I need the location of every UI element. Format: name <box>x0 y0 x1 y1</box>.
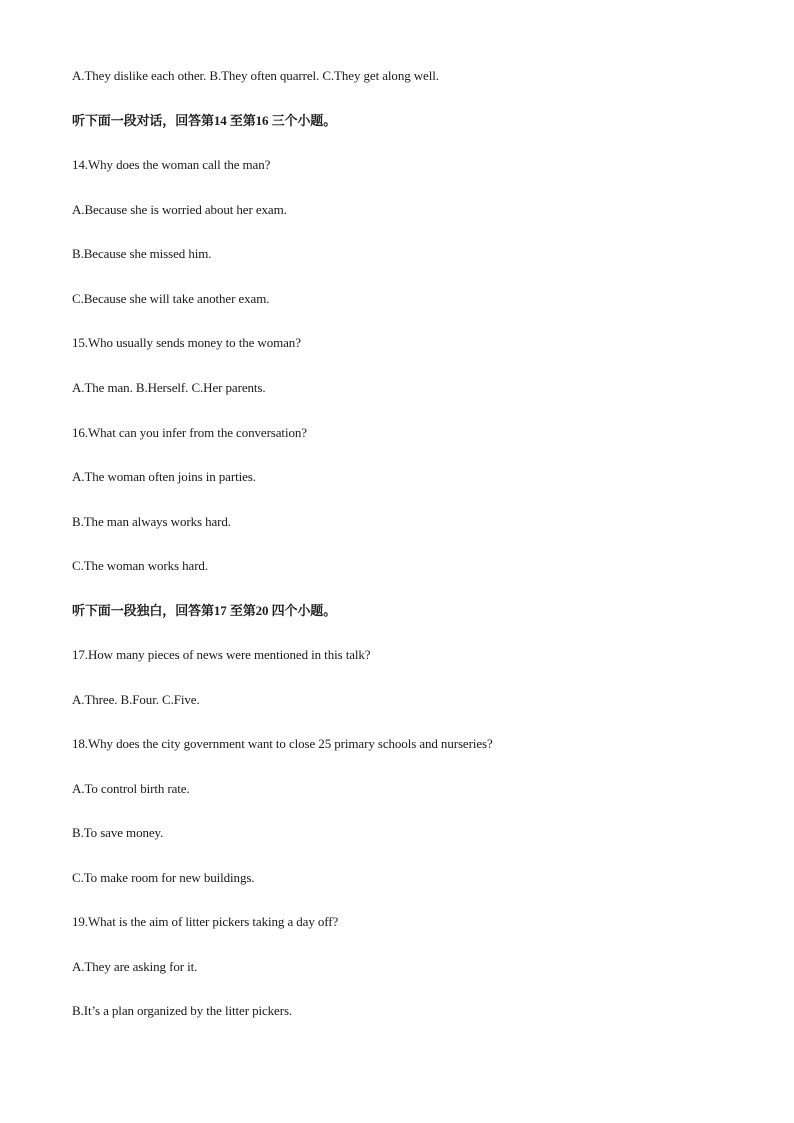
option-line: B.To save money. <box>72 825 164 840</box>
question-line: 17.How many pieces of news were mentioned in this talk? <box>72 647 371 662</box>
option-line: A.Three. B.Four. C.Five. <box>72 692 200 707</box>
option-line: B.Because she missed him. <box>72 246 212 261</box>
option-line: B.The man always works hard. <box>72 514 231 529</box>
option-line: C.Because she will take another exam. <box>72 291 270 306</box>
question-line: 19.What is the aim of litter pickers taking a day off? <box>72 914 339 929</box>
section-heading: 听下面一段对话，回答第14 至第16 三个小题。 <box>72 113 337 128</box>
option-line: A.They dislike each other. B.They often quarrel. C.They get along well. <box>72 68 439 83</box>
question-line: 14.Why does the woman call the man? <box>72 157 271 172</box>
question-line: 18.Why does the city government want to close 25 primary schools and nurseries? <box>72 736 493 751</box>
option-line: A.The woman often joins in parties. <box>72 469 256 484</box>
section-heading: 听下面一段独白，回答第17 至第20 四个小题。 <box>72 603 337 618</box>
option-line: A.The man. B.Herself. C.Her parents. <box>72 380 266 395</box>
option-line: B.It’s a plan organized by the litter pickers. <box>72 1003 293 1018</box>
option-line: C.To make room for new buildings. <box>72 870 255 885</box>
option-line: A.They are asking for it. <box>72 959 198 974</box>
question-line: 15.Who usually sends money to the woman? <box>72 335 301 350</box>
question-line: 16.What can you infer from the conversation? <box>72 425 307 440</box>
option-line: A.Because she is worried about her exam. <box>72 202 287 217</box>
option-line: C.The woman works hard. <box>72 558 208 573</box>
option-line: A.To control birth rate. <box>72 781 190 796</box>
